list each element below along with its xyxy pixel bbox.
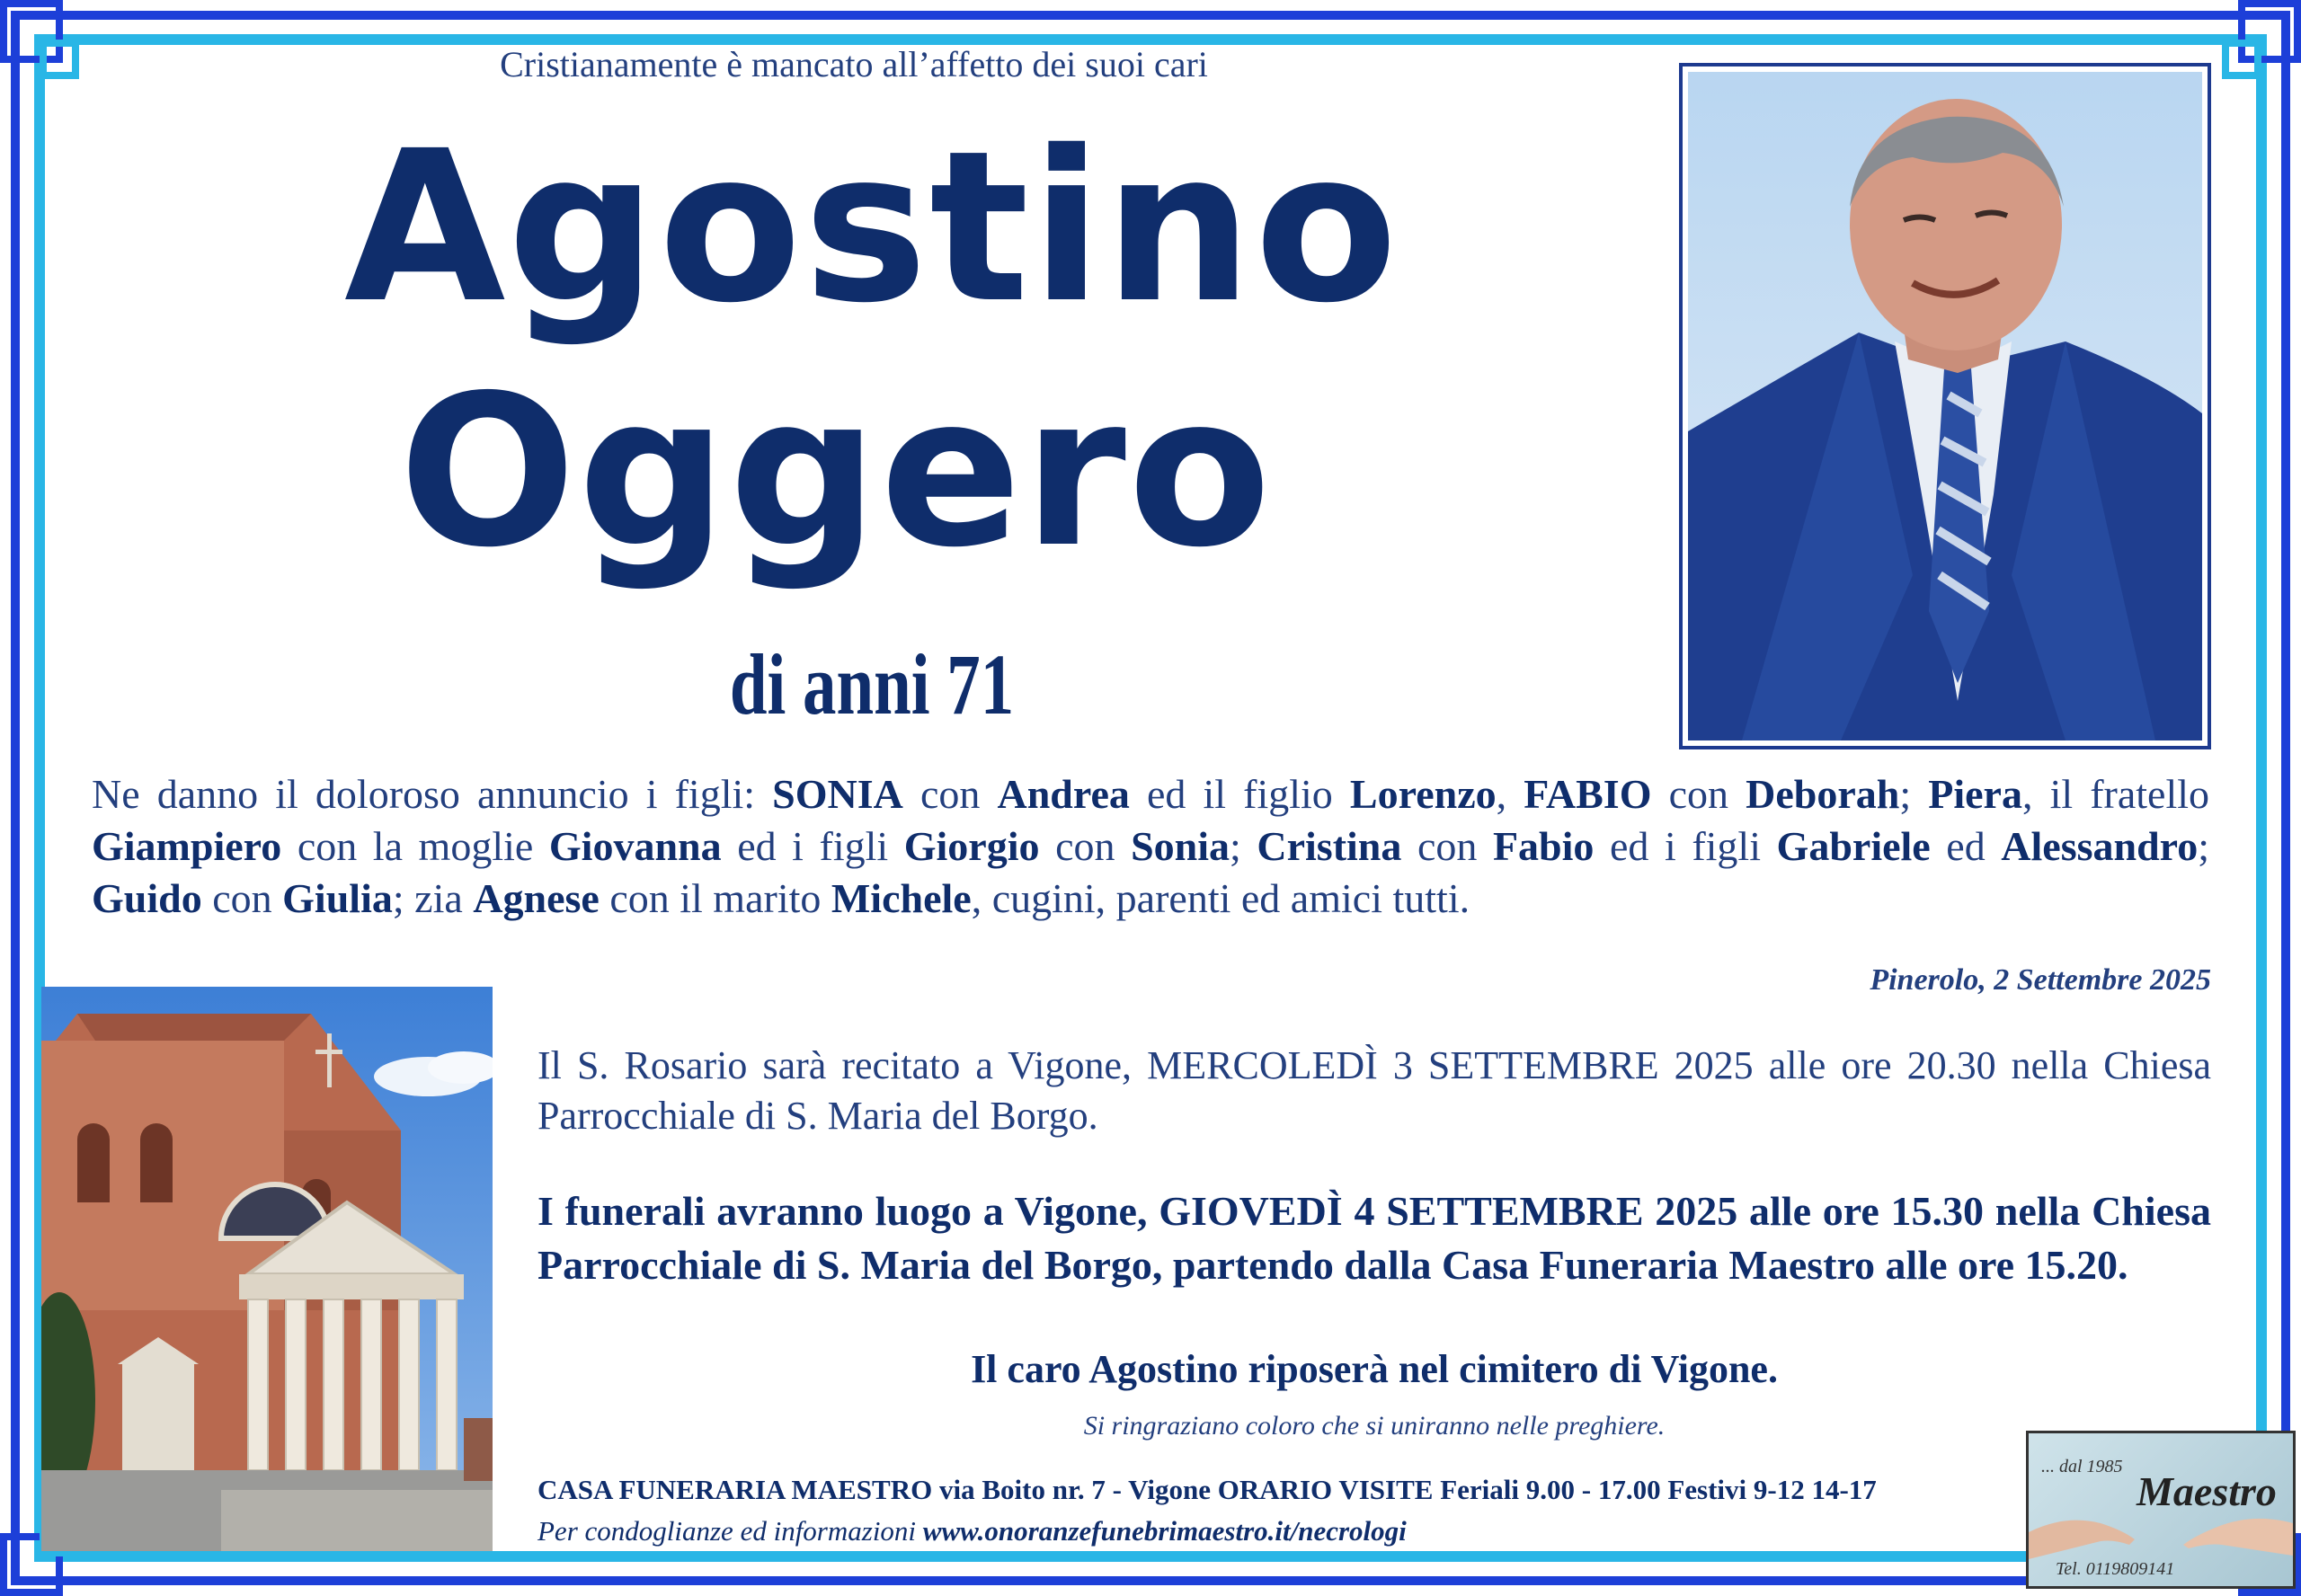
announcement-text: con la moglie <box>281 823 549 869</box>
maestro-logo <box>2026 1431 2296 1589</box>
announcement-text: ed <box>1930 823 2002 869</box>
condolences-line <box>537 1515 2066 1547</box>
intro-line: Cristianamente è mancato all’affetto dei suoi cari <box>500 44 1208 84</box>
logo-brand: Maestro <box>2137 1468 2277 1514</box>
announcement-text: con il marito <box>599 875 831 921</box>
announcement-text: con <box>902 771 998 817</box>
relative-name: Deborah <box>1746 771 1900 817</box>
necrology-link[interactable]: www.onoranzefunebrimaestro.it/necrologi <box>922 1515 1407 1547</box>
funeral-notice: I funerali avranno luogo a Vigone, GIOVEDÌ 4 SETTEMBRE 2025 alle ore 15.30 nella Chiesa Parrocchiale di S. Maria del Borgo, partendo dalla Casa Funeraria Maestro alle ore 15.20. <box>537 1188 2211 1288</box>
rosary-notice: Il S. Rosario sarà recitato a Vigone, MERCOLEDÌ 3 SETTEMBRE 2025 alle ore 20.30 nella Chiesa Parrocchiale di S. Maria del Borgo. <box>537 1043 2211 1138</box>
logo-phone: Tel. 0119809141 <box>2056 1559 2175 1579</box>
announcement-text: ; <box>2198 823 2210 869</box>
relative-name: Giampiero <box>92 823 282 869</box>
announcement-text: ed i figli <box>721 823 904 869</box>
relative-name: Giorgio <box>903 823 1040 869</box>
announcement-paragraph <box>92 768 2209 925</box>
church-illustration <box>41 987 493 1551</box>
announcement-text: ed i figli <box>1594 823 1777 869</box>
announcement-text: con <box>1401 823 1493 869</box>
relative-name: Guido <box>92 875 202 921</box>
relative-name: Sonia <box>1131 823 1230 869</box>
announcement-text: ; <box>1899 771 1929 817</box>
relative-name: Piera <box>1928 771 2022 817</box>
announcement-text: con <box>1651 771 1746 817</box>
corner-square-top-left <box>40 40 79 79</box>
burial-notice: Il caro Agostino riposerà nel cimitero di Vigone. <box>971 1347 1778 1391</box>
portrait-photo <box>1679 63 2211 749</box>
relative-name: Agnese <box>473 875 600 921</box>
church-photo <box>41 987 493 1551</box>
relative-name: Cristina <box>1257 823 1402 869</box>
announcement-text: ; <box>1230 823 1257 869</box>
relative-name: Michele <box>831 875 972 921</box>
announcement-text: con <box>1039 823 1132 869</box>
funeral-home-info: CASA FUNERARIA MAESTRO via Boito nr. 7 - Vigone ORARIO VISITE Feriali 9.00 - 17.00 Festivi 9-12 14-17 <box>537 1474 1877 1505</box>
announcement-text: ed il figlio <box>1129 771 1350 817</box>
announcement-text: con <box>201 875 283 921</box>
relative-name: Alessandro <box>2001 823 2199 869</box>
relative-name: FABIO <box>1524 771 1652 817</box>
deceased-first-name: Agostino <box>343 106 1400 349</box>
relative-name: Fabio <box>1492 823 1595 869</box>
relative-name: Giulia <box>282 875 393 921</box>
relative-name: Lorenzo <box>1349 771 1497 817</box>
relative-name: Gabriele <box>1776 823 1931 869</box>
deceased-last-name: Oggero <box>398 350 1274 593</box>
place-and-date: Pinerolo, 2 Settembre 2025 <box>1870 963 2211 997</box>
deceased-age: di anni 71 <box>729 636 1015 732</box>
logo-since: ... dal 1985 <box>2041 1457 2123 1476</box>
announcement-text: , <box>1496 771 1524 817</box>
relative-name: SONIA <box>772 771 903 817</box>
relative-name: Andrea <box>997 771 1130 817</box>
announcement-text: , cugini, parenti ed amici tutti. <box>971 875 1470 921</box>
announcement-text: , il fratello <box>2021 771 2210 817</box>
announcement-text: ; zia <box>392 875 474 921</box>
condolences-label: Per condoglianze ed informazioni <box>537 1515 923 1547</box>
announcement-text: Ne danno il doloroso annuncio i figli: <box>92 771 773 817</box>
man-portrait-illustration <box>1688 72 2202 740</box>
corner-square-top-right <box>2222 40 2261 79</box>
relative-name: Giovanna <box>548 823 722 869</box>
thanks-line: Si ringraziano coloro che si uniranno nelle preghiere. <box>1083 1411 1666 1441</box>
portrait-image <box>1688 72 2202 740</box>
